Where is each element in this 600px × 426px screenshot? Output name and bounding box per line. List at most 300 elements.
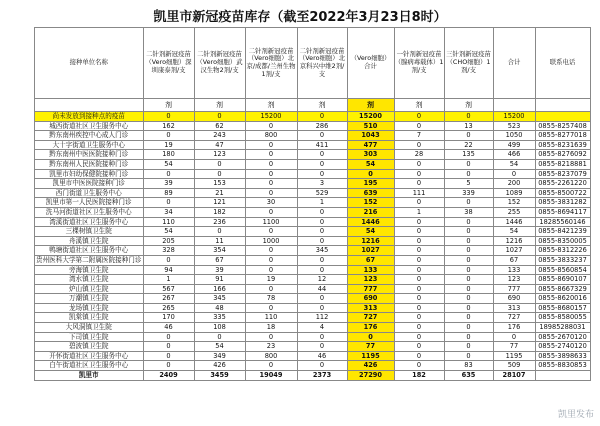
- column-header: 一针剂新冠疫苗（腺病毒载体）1剂/支: [394, 28, 444, 99]
- value-cell: 265: [143, 303, 194, 313]
- value-cell: 411: [297, 140, 347, 150]
- value-cell: 727: [493, 313, 535, 323]
- table-row: [35, 265, 591, 275]
- value-cell: 0: [347, 332, 394, 342]
- value-cell: 0: [297, 265, 347, 275]
- value-cell: 690: [347, 294, 394, 304]
- table-row: [35, 179, 591, 189]
- value-cell: 0: [394, 198, 444, 208]
- unit-name-cell: 鸭塘街道社区卫生服务中心: [35, 246, 144, 256]
- value-cell: 166: [194, 284, 245, 294]
- value-cell: 354: [194, 246, 245, 256]
- unit-cell: 剂: [394, 99, 444, 112]
- value-cell: 48: [194, 303, 245, 313]
- phone-cell: 0855-3898633: [535, 351, 590, 361]
- value-cell: 0: [297, 255, 347, 265]
- unit-name-cell: 大十字街道卫生服务中心: [35, 140, 144, 150]
- value-cell: 328: [143, 246, 194, 256]
- value-cell: 1043: [347, 131, 394, 141]
- unit-name-cell: 凯里市: [35, 371, 144, 381]
- value-cell: 0: [143, 361, 194, 371]
- value-cell: 777: [493, 284, 535, 294]
- value-cell: 0: [444, 236, 493, 246]
- value-cell: 0: [245, 179, 297, 189]
- value-cell: 0: [444, 275, 493, 285]
- value-cell: 22: [444, 140, 493, 150]
- value-cell: 243: [194, 131, 245, 141]
- value-cell: 7: [394, 131, 444, 141]
- unit-name-cell: 湾水镇卫生院: [35, 275, 144, 285]
- value-cell: 426: [194, 361, 245, 371]
- unit-cell: 剂: [347, 99, 394, 112]
- phone-cell: 0855-2261220: [535, 179, 590, 189]
- value-cell: 23: [245, 342, 297, 352]
- value-cell: 635: [444, 371, 493, 381]
- value-cell: 1100: [245, 217, 297, 227]
- table-row: [35, 342, 591, 352]
- value-cell: 0: [444, 294, 493, 304]
- value-cell: 39: [143, 179, 194, 189]
- phone-cell: 0855-2740120: [535, 342, 590, 352]
- value-cell: 133: [493, 265, 535, 275]
- value-cell: 0: [297, 227, 347, 237]
- phone-cell: 0855-2670120: [535, 332, 590, 342]
- value-cell: 0: [444, 284, 493, 294]
- value-cell: 0: [245, 207, 297, 217]
- value-cell: 44: [297, 284, 347, 294]
- value-cell: 0: [394, 275, 444, 285]
- column-header: 二针剂新冠疫苗（Vero细胞）北京/成都/兰州生物1剂/支: [245, 28, 297, 99]
- value-cell: 0: [245, 121, 297, 131]
- value-cell: 0: [297, 236, 347, 246]
- value-cell: 3: [297, 179, 347, 189]
- phone-cell: 0855-8694117: [535, 207, 590, 217]
- value-cell: 0: [245, 303, 297, 313]
- table-row: [35, 207, 591, 217]
- phone-cell: 0855-8580055: [535, 313, 590, 323]
- value-cell: 34: [143, 207, 194, 217]
- value-cell: 0: [444, 342, 493, 352]
- value-cell: 1: [143, 275, 194, 285]
- value-cell: 1216: [347, 236, 394, 246]
- value-cell: 0: [444, 332, 493, 342]
- value-cell: 529: [297, 188, 347, 198]
- value-cell: 112: [297, 313, 347, 323]
- phone-cell: 0855-8350005: [535, 236, 590, 246]
- value-cell: 67: [493, 255, 535, 265]
- value-cell: 466: [493, 150, 535, 160]
- unit-name-cell: 西门街道卫生服务中心: [35, 188, 144, 198]
- unit-name-cell: 大风洞镇卫生院: [35, 323, 144, 333]
- phone-cell: 0855-3833237: [535, 255, 590, 265]
- total-row: [35, 371, 591, 381]
- value-cell: 180: [143, 150, 194, 160]
- value-cell: 67: [194, 255, 245, 265]
- table-row: [35, 351, 591, 361]
- value-cell: 15200: [245, 112, 297, 122]
- header-row: [35, 28, 591, 99]
- value-cell: 0: [444, 246, 493, 256]
- value-cell: 38: [444, 207, 493, 217]
- value-cell: 0: [444, 227, 493, 237]
- table-row: [35, 198, 591, 208]
- value-cell: 121: [194, 198, 245, 208]
- value-cell: 0: [394, 159, 444, 169]
- value-cell: 54: [493, 227, 535, 237]
- value-cell: 67: [347, 255, 394, 265]
- value-cell: 0: [444, 265, 493, 275]
- phone-cell: 0855-8620016: [535, 294, 590, 304]
- value-cell: 0: [297, 294, 347, 304]
- value-cell: 0: [143, 112, 194, 122]
- value-cell: 4: [297, 323, 347, 333]
- value-cell: 54: [143, 227, 194, 237]
- value-cell: 0: [394, 121, 444, 131]
- phone-cell: 18285560146: [535, 217, 590, 227]
- value-cell: 523: [493, 121, 535, 131]
- column-header: 二针剂新冠疫苗（Vero细胞）北京科兴中维2剂/支: [297, 28, 347, 99]
- unit-name-cell: 黔东南州人民医院接种门诊: [35, 159, 144, 169]
- value-cell: 46: [297, 351, 347, 361]
- value-cell: 0: [245, 246, 297, 256]
- value-cell: 182: [194, 207, 245, 217]
- table-row: [35, 140, 591, 150]
- unit-name-cell: 洗马河街道社区卫生服务中心: [35, 207, 144, 217]
- value-cell: 0: [394, 140, 444, 150]
- value-cell: 200: [493, 179, 535, 189]
- value-cell: 0: [194, 159, 245, 169]
- value-cell: 0: [297, 131, 347, 141]
- phone-cell: 18985288031: [535, 323, 590, 333]
- unit-cell: [535, 99, 590, 112]
- value-cell: 286: [297, 121, 347, 131]
- value-cell: 477: [347, 140, 394, 150]
- value-cell: 19049: [245, 371, 297, 381]
- unit-name-cell: 凯里市中医医院接种门诊: [35, 179, 144, 189]
- value-cell: 0: [297, 159, 347, 169]
- value-cell: 0: [394, 342, 444, 352]
- value-cell: 108: [194, 323, 245, 333]
- value-cell: 15200: [347, 112, 394, 122]
- value-cell: 54: [493, 159, 535, 169]
- table-row: [35, 121, 591, 131]
- value-cell: 0: [245, 332, 297, 342]
- value-cell: 19: [143, 140, 194, 150]
- value-cell: 0: [143, 131, 194, 141]
- value-cell: 0: [394, 217, 444, 227]
- value-cell: 2373: [297, 371, 347, 381]
- value-cell: 426: [347, 361, 394, 371]
- column-header: 联系电话: [535, 28, 590, 99]
- column-header: 合计: [493, 28, 535, 99]
- unit-name-cell: 下司镇卫生院: [35, 332, 144, 342]
- unit-name-cell: 尚未发放到接种点的疫苗: [35, 112, 144, 122]
- value-cell: 313: [347, 303, 394, 313]
- phone-cell: 0855-8500722: [535, 188, 590, 198]
- watermark: 凯里发布: [557, 410, 594, 420]
- value-cell: 0: [394, 313, 444, 323]
- value-cell: 152: [493, 198, 535, 208]
- unit-name-cell: 开怀街道社区卫生服务中心: [35, 351, 144, 361]
- value-cell: 0: [245, 265, 297, 275]
- value-cell: 0: [245, 150, 297, 160]
- value-cell: 77: [347, 342, 394, 352]
- phone-cell: 0855-8560854: [535, 265, 590, 275]
- table-row: [35, 112, 591, 122]
- value-cell: 0: [297, 150, 347, 160]
- value-cell: 0: [143, 351, 194, 361]
- value-cell: 777: [347, 284, 394, 294]
- value-cell: 0: [394, 284, 444, 294]
- phone-cell: 0855-8830853: [535, 361, 590, 371]
- value-cell: 1: [394, 207, 444, 217]
- value-cell: 0: [245, 255, 297, 265]
- value-cell: 39: [194, 265, 245, 275]
- value-cell: 2409: [143, 371, 194, 381]
- phone-cell: 0855-8667329: [535, 284, 590, 294]
- table-row: [35, 169, 591, 179]
- value-cell: 0: [394, 255, 444, 265]
- value-cell: 0: [493, 169, 535, 179]
- value-cell: 110: [143, 217, 194, 227]
- vaccine-inventory-table: [34, 27, 591, 381]
- unit-row: [35, 99, 591, 112]
- value-cell: 0: [143, 255, 194, 265]
- value-cell: 0: [245, 188, 297, 198]
- value-cell: 28107: [493, 371, 535, 381]
- value-cell: 0: [493, 332, 535, 342]
- column-header: 二针剂新冠疫苗（Vero细胞）深圳康泰剂/支: [143, 28, 194, 99]
- value-cell: 5: [444, 179, 493, 189]
- phone-cell: 0855-8257408: [535, 121, 590, 131]
- value-cell: 62: [194, 121, 245, 131]
- value-cell: 19: [245, 275, 297, 285]
- unit-name-cell: 城西街道社区卫生服务中心: [35, 121, 144, 131]
- value-cell: 0: [444, 323, 493, 333]
- phone-cell: 0855-8680157: [535, 303, 590, 313]
- value-cell: 0: [194, 332, 245, 342]
- unit-cell: 剂: [245, 99, 297, 112]
- unit-name-cell: 黔东南州中医医院接种门诊: [35, 150, 144, 160]
- value-cell: 83: [444, 361, 493, 371]
- table-row: [35, 284, 591, 294]
- value-cell: 0: [394, 361, 444, 371]
- value-cell: 690: [493, 294, 535, 304]
- value-cell: 46: [143, 323, 194, 333]
- table-row: [35, 159, 591, 169]
- value-cell: 0: [394, 332, 444, 342]
- value-cell: 0: [143, 169, 194, 179]
- table-row: [35, 188, 591, 198]
- column-header: 二针剂新冠疫苗（Vero细胞）武汉生物2剂/支: [194, 28, 245, 99]
- value-cell: 0: [444, 303, 493, 313]
- value-cell: 345: [194, 294, 245, 304]
- value-cell: 0: [394, 236, 444, 246]
- column-header: 三针剂新冠疫苗（CHO细胞）1剂/支: [444, 28, 493, 99]
- value-cell: 567: [143, 284, 194, 294]
- phone-cell: 0855-8276092: [535, 150, 590, 160]
- value-cell: 0: [394, 323, 444, 333]
- value-cell: 0: [143, 198, 194, 208]
- unit-name-cell: 湾溪街道社区卫生服务中心: [35, 217, 144, 227]
- value-cell: 110: [245, 313, 297, 323]
- value-cell: 1195: [347, 351, 394, 361]
- value-cell: 3459: [194, 371, 245, 381]
- unit-cell: 剂: [143, 99, 194, 112]
- value-cell: 77: [493, 342, 535, 352]
- value-cell: 162: [143, 121, 194, 131]
- table-row: [35, 323, 591, 333]
- unit-name-cell: 贵州医科大学第二附属医院接种门诊: [36, 255, 142, 264]
- table-row: [35, 217, 591, 227]
- value-cell: 15200: [493, 112, 535, 122]
- phone-cell: 0855-8231639: [535, 140, 590, 150]
- unit-name-cell: 碧波镇卫生院: [35, 342, 144, 352]
- value-cell: 0: [394, 179, 444, 189]
- table-row: [35, 150, 591, 160]
- table-row: [35, 227, 591, 237]
- value-cell: 0: [347, 169, 394, 179]
- column-header: 接种单位名称: [35, 28, 144, 99]
- value-cell: 0: [444, 131, 493, 141]
- value-cell: 0: [394, 351, 444, 361]
- table-row: [35, 294, 591, 304]
- value-cell: 0: [394, 246, 444, 256]
- value-cell: 78: [245, 294, 297, 304]
- value-cell: 170: [143, 313, 194, 323]
- value-cell: 0: [444, 351, 493, 361]
- value-cell: 0: [297, 207, 347, 217]
- value-cell: 0: [394, 227, 444, 237]
- value-cell: 0: [194, 112, 245, 122]
- value-cell: 0: [297, 303, 347, 313]
- value-cell: 0: [245, 140, 297, 150]
- value-cell: 1027: [493, 246, 535, 256]
- value-cell: 1050: [493, 131, 535, 141]
- value-cell: 236: [194, 217, 245, 227]
- unit-cell: [493, 99, 535, 112]
- value-cell: 54: [347, 159, 394, 169]
- value-cell: 0: [394, 303, 444, 313]
- unit-name-cell: 舟溪镇卫生院: [35, 236, 144, 246]
- value-cell: 0: [444, 198, 493, 208]
- value-cell: 0: [194, 227, 245, 237]
- value-cell: 195: [347, 179, 394, 189]
- table-row: [35, 275, 591, 285]
- table-row: [35, 303, 591, 313]
- value-cell: 176: [493, 323, 535, 333]
- unit-name-cell: 凯里市第一人民医院接种门诊: [35, 198, 144, 208]
- value-cell: 47: [194, 140, 245, 150]
- value-cell: 0: [444, 313, 493, 323]
- value-cell: 1195: [493, 351, 535, 361]
- value-cell: 54: [194, 342, 245, 352]
- value-cell: 0: [297, 342, 347, 352]
- phone-cell: 0855-3831282: [535, 198, 590, 208]
- value-cell: 1446: [347, 217, 394, 227]
- value-cell: 216: [347, 207, 394, 217]
- value-cell: 0: [143, 332, 194, 342]
- value-cell: 27290: [347, 371, 394, 381]
- unit-name-cell: 旁海镇卫生院: [35, 265, 144, 275]
- value-cell: 0: [444, 255, 493, 265]
- value-cell: 0: [297, 112, 347, 122]
- unit-name-cell: 龙场镇卫生院: [35, 303, 144, 313]
- value-cell: 800: [245, 131, 297, 141]
- value-cell: 0: [297, 361, 347, 371]
- phone-cell: 0855-8690107: [535, 275, 590, 285]
- value-cell: 0: [297, 332, 347, 342]
- value-cell: 499: [493, 140, 535, 150]
- value-cell: 54: [347, 227, 394, 237]
- value-cell: 0: [297, 217, 347, 227]
- value-cell: 12: [297, 275, 347, 285]
- value-cell: 11: [194, 236, 245, 246]
- value-cell: 0: [444, 217, 493, 227]
- value-cell: 510: [347, 121, 394, 131]
- unit-name-cell: 万潮镇卫生院: [35, 294, 144, 304]
- value-cell: 0: [444, 169, 493, 179]
- value-cell: 339: [444, 188, 493, 198]
- phone-cell: 0855-8421239: [535, 227, 590, 237]
- value-cell: 54: [143, 159, 194, 169]
- phone-cell: 0855-8277018: [535, 131, 590, 141]
- value-cell: 91: [194, 275, 245, 285]
- value-cell: 1446: [493, 217, 535, 227]
- value-cell: 1000: [245, 236, 297, 246]
- value-cell: 1089: [493, 188, 535, 198]
- value-cell: 0: [194, 169, 245, 179]
- value-cell: 30: [245, 198, 297, 208]
- value-cell: 267: [143, 294, 194, 304]
- unit-name-cell: 凯里市妇幼保健院接种门诊: [35, 169, 144, 179]
- value-cell: 182: [394, 371, 444, 381]
- unit-cell: 剂: [444, 99, 493, 112]
- unit-cell: [35, 99, 144, 112]
- value-cell: 135: [444, 150, 493, 160]
- table-row: [35, 246, 591, 256]
- value-cell: 123: [194, 150, 245, 160]
- phone-cell: 0855-8218881: [535, 159, 590, 169]
- value-cell: 0: [245, 159, 297, 169]
- value-cell: 0: [394, 169, 444, 179]
- page-title: 凯里市新冠疫苗库存（截至2022年3月23日8时）: [153, 10, 447, 25]
- value-cell: 0: [245, 361, 297, 371]
- table-row: [35, 131, 591, 141]
- value-cell: 123: [493, 275, 535, 285]
- value-cell: 727: [347, 313, 394, 323]
- value-cell: 111: [394, 188, 444, 198]
- value-cell: 800: [245, 351, 297, 361]
- value-cell: 152: [347, 198, 394, 208]
- value-cell: 303: [347, 150, 394, 160]
- table-row: [35, 332, 591, 342]
- unit-cell: 剂: [297, 99, 347, 112]
- value-cell: 0: [444, 159, 493, 169]
- phone-cell: 0855-8312226: [535, 246, 590, 256]
- phone-cell: [535, 371, 590, 381]
- value-cell: 0: [143, 342, 194, 352]
- value-cell: 1027: [347, 246, 394, 256]
- unit-name-cell: 白午街道社区卫生服务中心: [35, 361, 144, 371]
- value-cell: 1: [297, 198, 347, 208]
- value-cell: 0: [394, 265, 444, 275]
- table-row: [35, 236, 591, 246]
- value-cell: 89: [143, 188, 194, 198]
- unit-name-cell: 炉山镇卫生院: [35, 284, 144, 294]
- value-cell: 0: [245, 227, 297, 237]
- value-cell: 1216: [493, 236, 535, 246]
